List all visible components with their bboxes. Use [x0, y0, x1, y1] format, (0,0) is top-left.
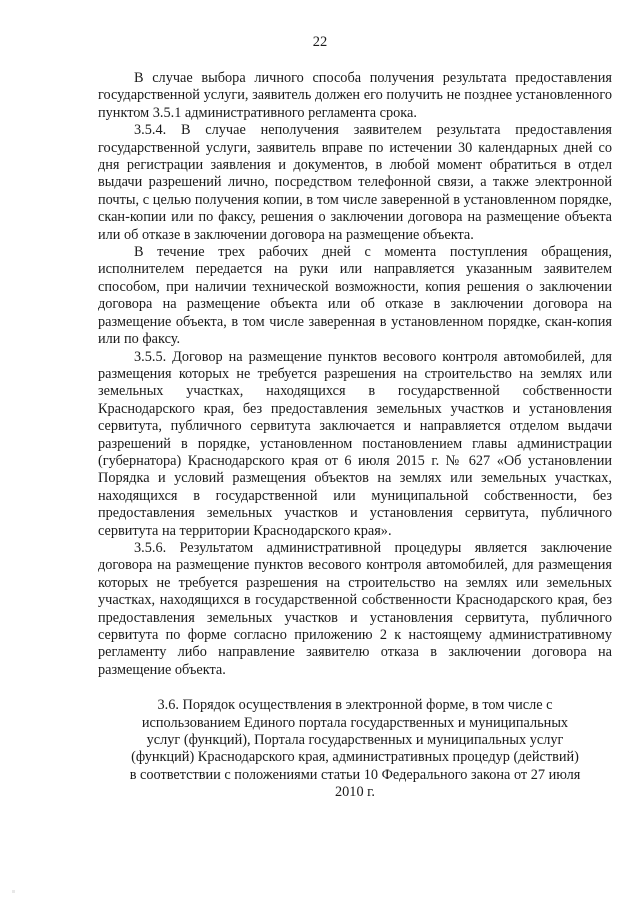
paragraph-3-5-5: 3.5.5. Договор на размещение пунктов весового контроля автомобилей, для размещения которых не требуется разрешения на строительство на землях или земельных участках, находящихся в государственной собственности Краснодарского края, без предоставления земельных участков и установления сервитута, публичного сервитута заключается и направляется отделом выдачи разрешений в порядке, установленном постановлением главы администрации (губернатора) Краснодарского края от 6 июля 2015 г. № 627 «Об установлении Порядка и условий размещения объектов на землях или земельных участках, находящихся в государственной или муниципальной собственности, без предоставления земельных участков и установления сервитута, публичного сервитута на территории Краснодарского края».	[98, 348, 612, 539]
paragraph-3-5-6: 3.5.6. Результатом административной процедуры является заключение договора на размещение пунктов весового контроля автомобилей, для размещения которых не требуется разрешения на строительство на землях или земельных участках, находящихся в государственной собственности Краснодарского края, без предоставления земельных участков и установления сервитута, публичного сервитута по форме согласно приложению 2 к настоящему административному регламенту либо направление заявителю отказа в заключении договора на размещение объекта.	[98, 539, 612, 678]
paragraph-pickup-deadline: В случае выбора личного способа получения результата предоставления государственной услуги, заявитель должен его получить не позднее установленного пунктом 3.5.1 административного регламента срока.	[98, 70, 612, 121]
section-heading-3-6: 3.6. Порядок осуществления в электронной форме, в том числе с использованием Единого портала государственных и муниципальных услуг (функций), Портала государственных и муниципальных услуг (функций) Краснодарского края, административных процедур (действий) в соответствии с положениями статьи 10 Федерального закона от 27 июля 2010 г.	[129, 697, 581, 801]
document-body	[98, 70, 612, 802]
paragraph-3-5-4: 3.5.4. В случае неполучения заявителем результата предоставления государственной услуги, заявитель вправе по истечении 30 календарных дней со дня регистрации заявления и документов, в любой момент обратиться в отдел выдачи разрешений лично, посредством телефонной связи, а также электронной почты, с целью получения копии, в том числе заверенной в установленном порядке, скан-копии или по факсу, решения о заключении договора на размещение объекта или об отказе в заключении договора на размещение объекта.	[98, 122, 612, 243]
paragraph-three-days: В течение трех рабочих дней с момента поступления обращения, исполнителем передается на руки или направляется указанным заявителем способом, при наличии технической возможности, копия решения о заключении договора на размещение объекта или об отказе в заключении договора на размещение объекта, в том числе заверенная в установленном порядке, скан-копия или по факсу.	[98, 244, 612, 348]
page-number: 22	[312, 34, 328, 50]
scan-artifact	[12, 890, 15, 893]
